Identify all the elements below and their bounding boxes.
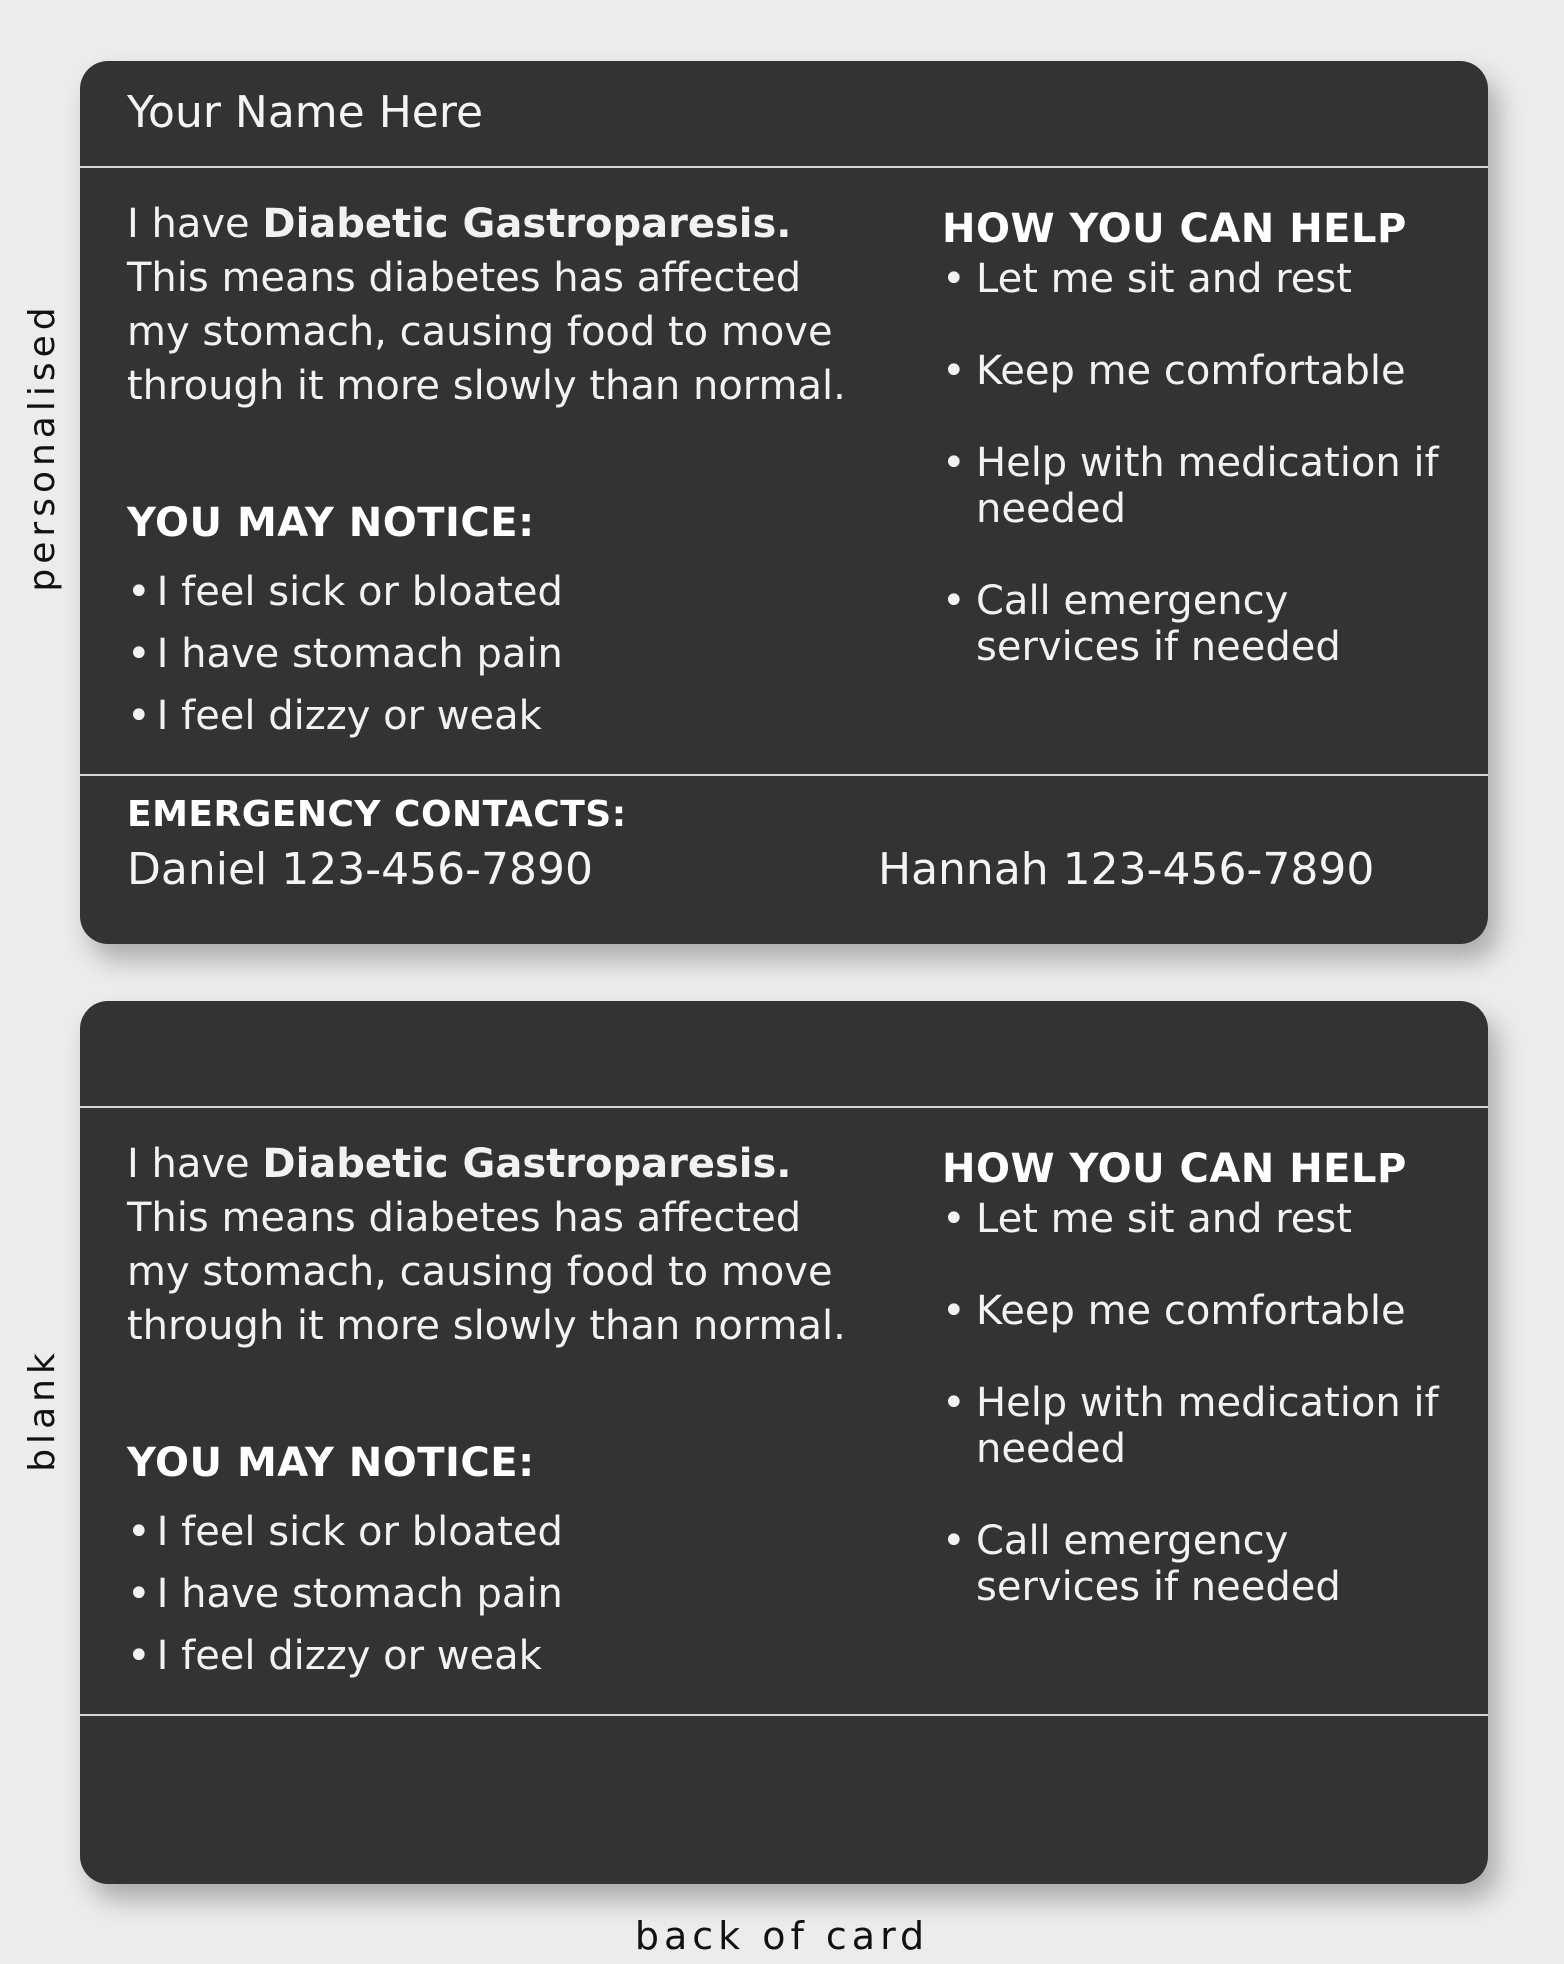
help-list	[942, 256, 1462, 716]
list-item: • I feel dizzy or weak	[127, 685, 563, 747]
notice-list	[127, 1501, 563, 1687]
help-list	[942, 1196, 1462, 1656]
intro-prefix: I have	[127, 201, 263, 247]
emergency-contact: Hannah 123-456-7890	[878, 844, 1375, 895]
personalised-card	[80, 61, 1488, 944]
list-item: • I feel sick or bloated	[127, 1501, 563, 1563]
list-item: • Keep me comfortable	[942, 348, 1462, 394]
notice-heading: YOU MAY NOTICE:	[127, 500, 535, 546]
list-item: • Keep me comfortable	[942, 1288, 1462, 1334]
top-divider	[80, 1106, 1488, 1108]
notice-list	[127, 561, 563, 747]
emergency-contact: Daniel 123-456-7890	[127, 844, 593, 895]
list-item: • I have stomach pain	[127, 623, 563, 685]
side-label-blank: blank	[22, 1348, 63, 1472]
list-item: • Let me sit and rest	[942, 256, 1462, 302]
bottom-divider	[80, 1714, 1488, 1716]
blank-card	[80, 1001, 1488, 1884]
help-heading: HOW YOU CAN HELP	[942, 1146, 1407, 1192]
list-item: • Help with medication if needed	[942, 1380, 1462, 1472]
condition-name: Diabetic Gastroparesis.	[262, 1141, 792, 1187]
intro-rest: This means diabetes has affected my stomach, causing food to move through it more slowly than normal.	[127, 255, 846, 409]
list-item: • I have stomach pain	[127, 1563, 563, 1625]
bottom-divider	[80, 774, 1488, 776]
list-item: • Call emergency services if needed	[942, 1518, 1462, 1610]
intro-prefix: I have	[127, 1141, 263, 1187]
condition-description	[127, 1137, 867, 1353]
intro-rest: This means diabetes has affected my stomach, causing food to move through it more slowly than normal.	[127, 1195, 846, 1349]
top-divider	[80, 166, 1488, 168]
card-holder-name: Your Name Here	[127, 87, 484, 138]
condition-description	[127, 197, 867, 413]
notice-heading: YOU MAY NOTICE:	[127, 1440, 535, 1486]
list-item: • I feel sick or bloated	[127, 561, 563, 623]
help-heading: HOW YOU CAN HELP	[942, 206, 1407, 252]
back-of-card-caption: back of card	[634, 1914, 930, 1958]
list-item: • Help with medication if needed	[942, 440, 1462, 532]
condition-name: Diabetic Gastroparesis.	[262, 201, 792, 247]
contacts-heading: EMERGENCY CONTACTS:	[127, 794, 627, 835]
side-label-personalised: personalised	[22, 302, 63, 592]
list-item: • I feel dizzy or weak	[127, 1625, 563, 1687]
list-item: • Call emergency services if needed	[942, 578, 1462, 670]
list-item: • Let me sit and rest	[942, 1196, 1462, 1242]
